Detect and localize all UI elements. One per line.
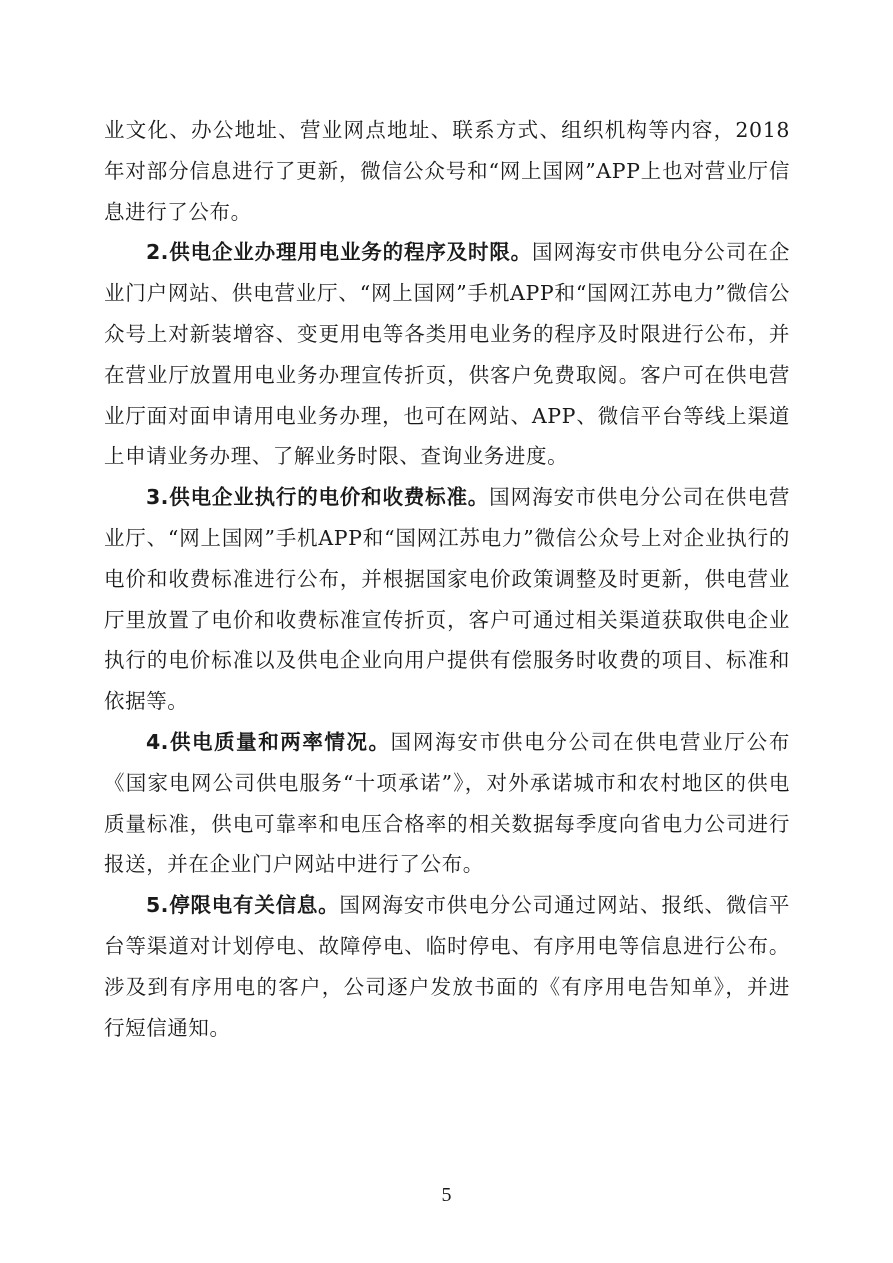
paragraph-heading: 2.供电企业办理用电业务的程序及时限。: [146, 240, 532, 265]
paragraph-text: 业文化、办公地址、营业网点地址、联系方式、组织机构等内容，2018年对部分信息进行了更新，微信公众号和“网上国网”APP上也对营业厅信息进行了公布。: [104, 118, 790, 224]
paragraph-text: 国网海安市供电分公司在企业门户网站、供电营业厅、“网上国网”手机APP和“国网江苏电力”微信公众号上对新装增容、变更用电等各类用电业务的程序及时限进行公布，并在营业厅放置用电业务办理宣传折页，供客户免费取阅。客户可在供电营业厅面对面申请用电业务办理，也可在网站、APP、微信平台等线上渠道上申请业务办理、了解业务时限、查询业务进度。: [104, 240, 790, 469]
paragraph-text: 国网海安市供电分公司通过网站、报纸、微信平台等渠道对计划停电、故障停电、临时停电、有序用电等信息进行公布。涉及到有序用电的客户，公司逐户发放书面的《有序用电告知单》，并进行短信通知。: [104, 893, 790, 1040]
paragraph-text: 国网海安市供电分公司在供电营业厅公布《国家电网公司供电服务“十项承诺”》，对外承诺城市和农村地区的供电质量标准，供电可靠率和电压合格率的相关数据每季度向省电力公司进行报送，并在企业门户网站中进行了公布。: [104, 729, 790, 877]
paragraph-heading: 5.停限电有关信息。: [146, 893, 340, 918]
paragraph-heading: 4.供电质量和两率情况。: [146, 729, 391, 754]
document-body: [104, 110, 790, 1048]
paragraph-continuation: [104, 110, 790, 232]
paragraph-supply-quality: [104, 722, 790, 885]
paragraph-business-process: [104, 232, 790, 477]
paragraph-text: 国网海安市供电分公司在供电营业厅、“网上国网”手机APP和“国网江苏电力”微信公众号上对企业执行的电价和收费标准进行公布，并根据国家电价政策调整及时更新，供电营业厅里放置了电价和收费标准宣传折页，客户可通过相关渠道获取供电企业执行的电价标准以及供电企业向用户提供有偿服务时收费的项目、标准和依据等。: [104, 485, 790, 714]
paragraph-heading: 3.供电企业执行的电价和收费标准。: [146, 485, 490, 510]
paragraph-price-standards: [104, 477, 790, 722]
page-number: 5: [441, 1184, 452, 1206]
paragraph-outage-info: [104, 885, 790, 1048]
